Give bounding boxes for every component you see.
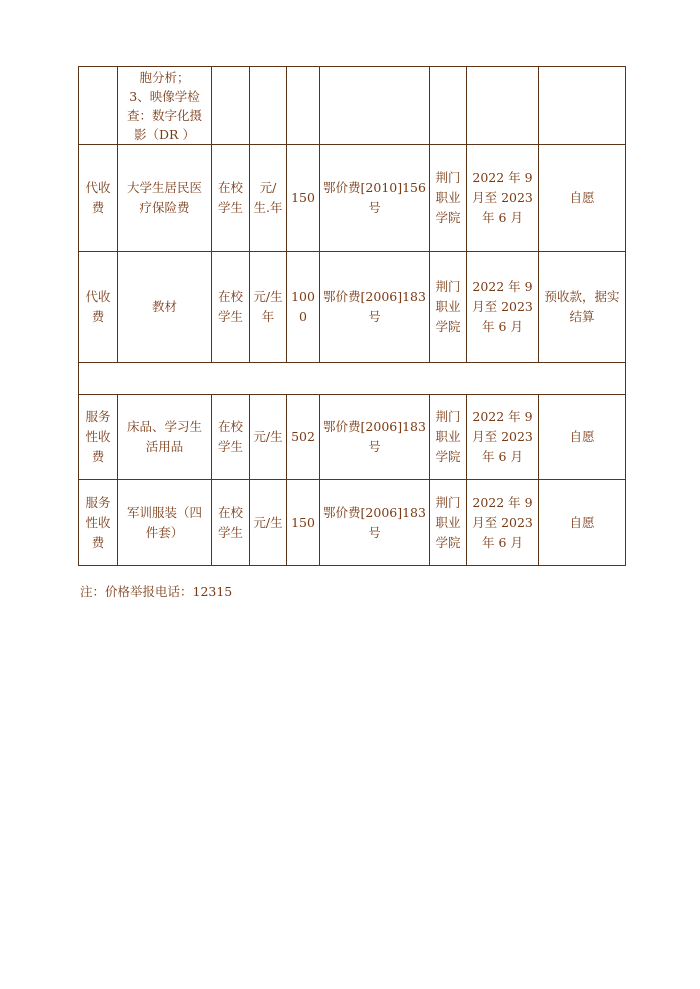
item-cell: 大学生居民医疗保险费: [118, 145, 212, 252]
basis-cell: 鄂价费[2010]156 号: [320, 145, 430, 252]
collector-cell: 荆门职业学院: [430, 395, 467, 480]
target-cell: 在校学生: [212, 252, 250, 363]
item-cell: 床品、学习生活用品: [118, 395, 212, 480]
basis-cell: 鄂价费[2006]183 号: [320, 252, 430, 363]
collector-cell: 荆门职业学院: [430, 480, 467, 566]
amount-cell: 1000: [287, 252, 320, 363]
item-cell: 教材: [118, 252, 212, 363]
unit-cell: 元/生.年: [250, 145, 287, 252]
table-row-empty: [79, 363, 626, 395]
unit-cell: 元/生: [250, 395, 287, 480]
category-cell: 服务性收费: [79, 480, 118, 566]
period-cell: [467, 67, 539, 145]
empty-cell: [79, 363, 626, 395]
target-cell: 在校学生: [212, 395, 250, 480]
footnote: 注：价格举报电话：12315: [80, 584, 233, 599]
remark-cell: 预收款，据实结算: [539, 252, 626, 363]
item-cell: 军训服装（四件套）: [118, 480, 212, 566]
period-cell: 2022 年 9 月至 2023 年 6 月: [467, 480, 539, 566]
table-row: [79, 480, 626, 566]
category-cell: [79, 67, 118, 145]
amount-cell: 150: [287, 145, 320, 252]
category-cell: 代收费: [79, 145, 118, 252]
table-row: [79, 395, 626, 480]
period-cell: 2022 年 9 月至 2023 年 6 月: [467, 395, 539, 480]
item-text: 胞分析； 3、映像学检查：数字化摄影（DR ）: [126, 70, 202, 142]
item-cell: [118, 67, 212, 145]
target-cell: 在校学生: [212, 145, 250, 252]
period-cell: 2022 年 9 月至 2023 年 6 月: [467, 252, 539, 363]
basis-cell: [320, 67, 430, 145]
remark-cell: 自愿: [539, 395, 626, 480]
category-cell: 代收费: [79, 252, 118, 363]
basis-cell: 鄂价费[2006]183 号: [320, 480, 430, 566]
unit-cell: [250, 67, 287, 145]
remark-cell: 自愿: [539, 145, 626, 252]
amount-cell: 502: [287, 395, 320, 480]
unit-cell: 元/生年: [250, 252, 287, 363]
target-cell: [212, 67, 250, 145]
table-row: [79, 145, 626, 252]
fee-table: [78, 66, 626, 566]
amount-cell: 150: [287, 480, 320, 566]
basis-cell: 鄂价费[2006]183 号: [320, 395, 430, 480]
period-cell: 2022 年 9 月至 2023 年 6 月: [467, 145, 539, 252]
target-cell: 在校学生: [212, 480, 250, 566]
collector-cell: 荆门职业学院: [430, 145, 467, 252]
category-cell: 服务性收费: [79, 395, 118, 480]
table-row: [79, 67, 626, 145]
remark-cell: 自愿: [539, 480, 626, 566]
table-row: [79, 252, 626, 363]
remark-cell: [539, 67, 626, 145]
amount-cell: [287, 67, 320, 145]
unit-cell: 元/生: [250, 480, 287, 566]
collector-cell: [430, 67, 467, 145]
collector-cell: 荆门职业学院: [430, 252, 467, 363]
